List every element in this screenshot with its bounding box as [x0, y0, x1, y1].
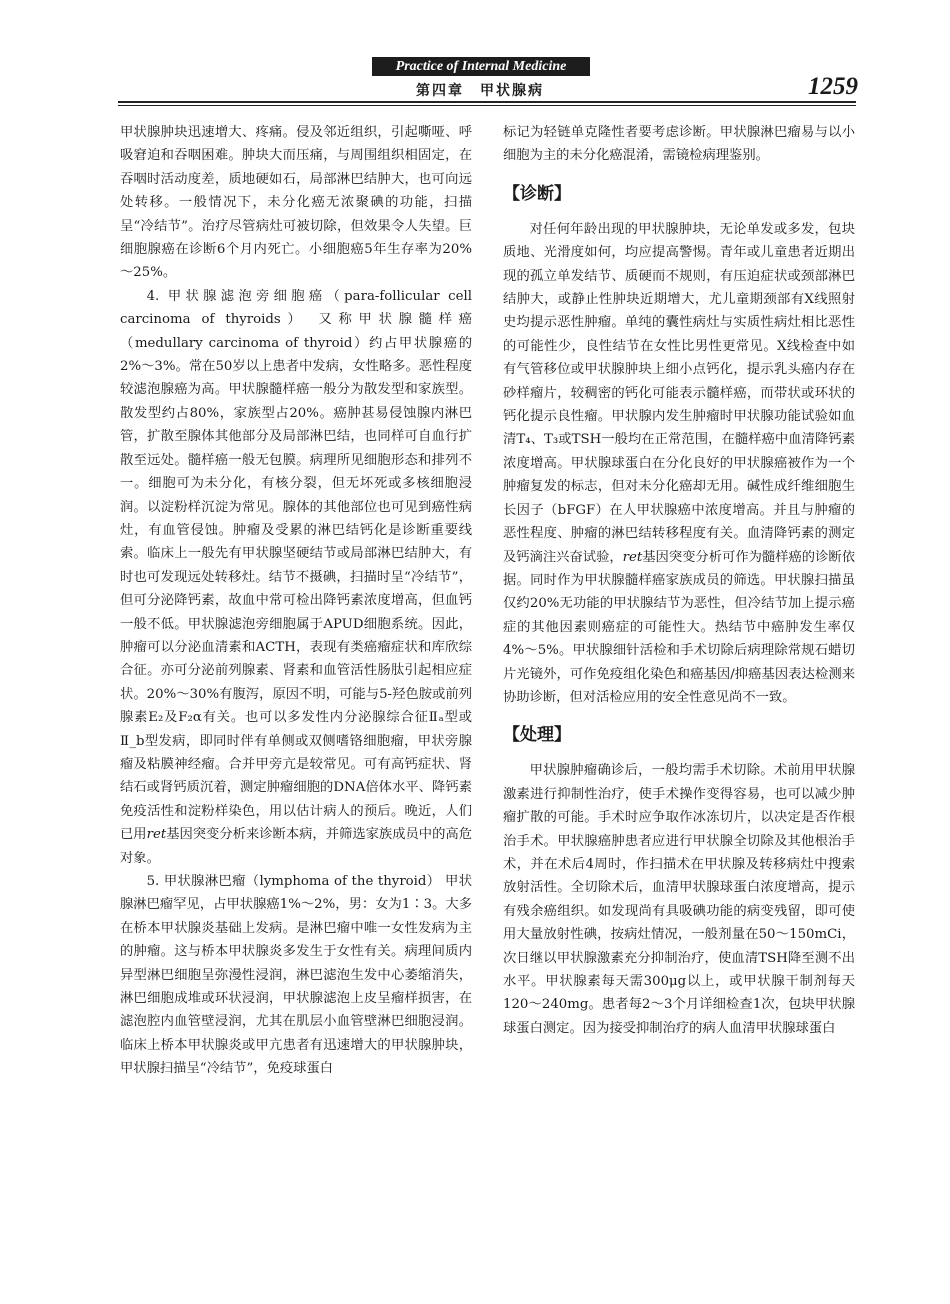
journal-banner: Practice of Internal Medicine — [372, 57, 590, 76]
medullary-text: 4. 甲状腺滤泡旁细胞癌（para-follicular cell carcinoma of thyroids） 又称甲状腺髓样癌（medullary carcinoma of thyroid）约占甲状腺癌的2%～3%。常在50岁以上患者中发病，女性略多。恶性程度较滤泡腺癌为高。甲状腺髓样癌一般分为散发型和家族型。散发型约占80%，家族型占20%。癌肿甚易侵蚀腺内淋巴管，扩散至腺体其他部分及局部淋巴结，也同样可自血行扩散至远处。髓样癌一般无包膜。病理所见细胞形态和排列不一。细胞可为未分化，有核分裂，但无坏死或多核细胞浸润。以淀粉样沉淀为常见。腺体的其他部位也可见到癌性病灶，有血管侵蚀。肿瘤及受累的淋巴结钙化是诊断重要线索。临床上一般先有甲状腺坚硬结节或局部淋巴结肿大，有时也可发现远处转移灶。结节不摄碘，扫描时呈“冷结节”，但可分泌降钙素，故血中常可检出降钙素浓度增高，但血钙一般不低。甲状腺滤泡旁细胞属于APUD细胞系统。因此，肿瘤可以分泌血清素和ACTH，表现有类癌瘤症状和库欣综合征。亦可分泌前列腺素、肾素和血管活性肠肽引起相应症状。20%～30%有腹泻，原因不明，可能与5-羟色胺或前列腺素E₂及F₂α有关。也可以多发性内分泌腺综合征Ⅱₐ型或Ⅱ_b型发病，即同时伴有单侧或双侧嗜铬细胞瘤，甲状旁腺瘤及粘膜神经瘤。合并甲旁亢是较常见。可有高钙症状、肾结石或肾钙质沉着，测定肿瘤细胞的DNA倍体水平、降钙素免疫活性和淀粉样染色，用以估计病人的预后。晚近，人们已用 — [120, 288, 472, 843]
page-number: 1259 — [808, 73, 858, 100]
ret-gene-term: ret — [146, 827, 167, 843]
chapter-title: 第四章 甲状腺病 — [416, 83, 544, 99]
medullary-text-tail: 基因突变分析来诊断本病，并筛选家族成员中的高危对象。 — [120, 827, 472, 866]
paragraph-thyroid-lymphoma: 5. 甲状腺淋巴瘤（lymphoma of the thyroid） 甲状腺淋巴瘤罕见，占甲状腺癌1%～2%，男：女为1∶3。大多在桥本甲状腺炎基础上发病。是淋巴瘤中唯一女性发病为主的肿瘤。这与桥本甲状腺炎多发生于女性有关。病理间质内异型淋巴细胞呈弥漫性浸润，淋巴滤泡生发中心萎缩消失，淋巴细胞成堆或环状浸润，甲状腺滤泡上皮呈瘤样损害，在滤泡腔内血管壁浸润，尤其在肌层小血管壁淋巴细胞浸润。临床上桥本甲状腺炎或甲亢患者有迅速增大的甲状腺肿块，甲状腺扫描呈“冷结节”，免疫球蛋白 — [120, 874, 472, 1077]
header-rule — [118, 101, 856, 106]
diagnosis-text: 对任何年龄出现的甲状腺肿块，无论单发或多发，包块质地、光滑度如何，均应提高警惕。青年或儿童患者近期出现的孤立单发结节、质硬而不规则，有压迫症状或颈部淋巴结肿大，或静止性肿块近期增大，尤儿童期颈部有X线照射史均提示恶性肿瘤。单纯的囊性病灶与实质性病灶相比恶性的可能性少，良性结节在女性比男性更常见。X线检查中如有气管移位或甲状腺肿块上细小点钙化，提示乳头癌内存在砂样瘤片，较稠密的钙化可能表示髓样癌，而带状或环状的钙化提示良性瘤。甲状腺内发生肿瘤时甲状腺功能试验如血清T₄、T₃或TSH一般均在正常范围，在髓样癌中血清降钙素浓度增高。甲状腺球蛋白在分化良好的甲状腺癌被作为一个肿瘤复发的标志，但对未分化癌却无用。碱性成纤维细胞生长因子（bFGF）在人甲状腺癌中浓度增高。并且与肿瘤的恶性程度、肿瘤的淋巴结转移程度有关。血清降钙素的测定及钙滴注兴奋试验， — [503, 221, 855, 565]
left-column — [120, 121, 472, 1081]
paragraph-anaplastic-continued: 甲状腺肿块迅速增大、疼痛。侵及邻近组织，引起嘶哑、呼吸窘迫和吞咽困难。肿块大而压痛，与周围组织相固定，在吞咽时活动度差，质地硬如石，局部淋巴结肿大，也可向远处转移。一般情况下，未分化癌无浓聚碘的功能，扫描呈“冷结节”。治疗尽管病灶可被切除，但效果令人失望。巨细胞腺癌在诊断6个月内死亡。小细胞癌5年生存率为20%～25%。 — [120, 125, 472, 281]
paragraph-diagnosis — [503, 218, 855, 710]
paragraph-medullary-carcinoma — [120, 285, 472, 870]
diagnosis-text-tail: 基因突变分析可作为髓样癌的诊断依据。同时作为甲状腺髓样癌家族成员的筛选。甲状腺扫描虽仅约20%无功能的甲状腺结节为恶性，但冷结节加上提示癌症的其他因素则癌症的可能性大。热结节中癌肿发生率仅4%～5%。甲状腺细针活检和手术切除后病理除常规石蜡切片光镜外，可作免疫组化染色和癌基因/抑癌基因表达检测来协助诊断，但对活检应用的安全性意见尚不一致。 — [503, 549, 855, 705]
diagnosis-heading: 【诊断】 — [503, 183, 571, 204]
right-column — [503, 121, 855, 1040]
paragraph-treatment: 甲状腺肿瘤确诊后，一般均需手术切除。术前用甲状腺激素进行抑制性治疗，使手术操作变得容易，也可以减少肿瘤扩散的可能。手术时应争取作冰冻切片，以决定是否作根治手术。甲状腺癌肿患者应进行甲状腺全切除及其他根治手术，并在术后4周时，作扫描术在甲状腺及转移病灶中搜索放射活性。全切除术后，血清甲状腺球蛋白浓度增高，提示有残余癌组织。如发现尚有具吸碘功能的病变残留，即可使用大量放射性碘，按病灶情况，一般剂量在50～150mCi，次日继以甲状腺激素充分抑制治疗，使血清TSH降至测不出水平。甲状腺素每天需300μg以上，或甲状腺干制剂每天120～240mg。患者每2～3个月详细检查1次，包块甲状腺球蛋白测定。因为接受抑制治疗的病人血清甲状腺球蛋白 — [503, 763, 855, 1036]
paragraph-lymphoma-continued: 标记为轻链单克隆性者要考虑诊断。甲状腺淋巴瘤易与以小细胞为主的未分化癌混淆，需镜检病理鉴别。 — [503, 125, 855, 164]
treatment-heading: 【处理】 — [503, 725, 571, 746]
ret-gene-term: ret — [622, 549, 643, 565]
